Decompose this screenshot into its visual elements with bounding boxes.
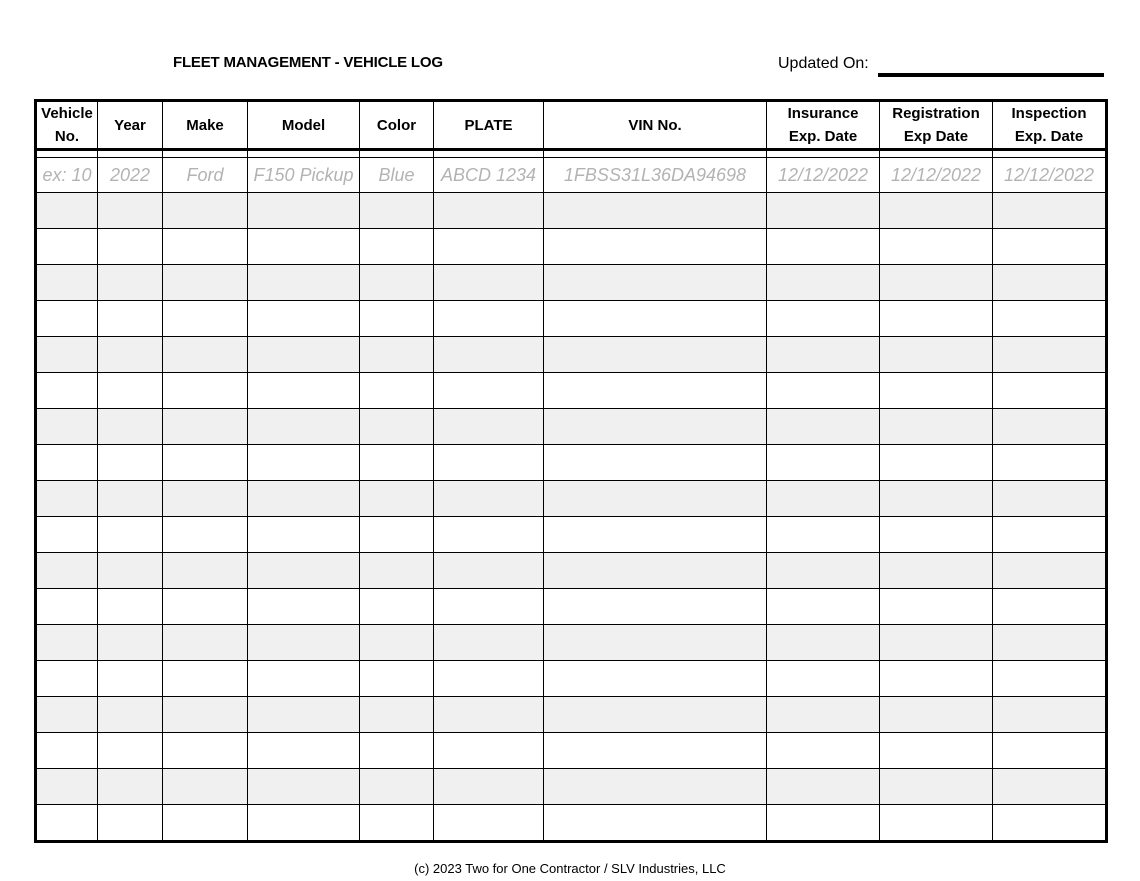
table-cell[interactable] bbox=[360, 697, 434, 733]
table-cell[interactable] bbox=[248, 697, 360, 733]
table-cell[interactable] bbox=[767, 373, 880, 409]
table-cell[interactable] bbox=[163, 553, 248, 589]
table-row bbox=[36, 481, 1107, 517]
table-cell[interactable] bbox=[544, 625, 767, 661]
table-cell[interactable] bbox=[36, 193, 98, 229]
table-cell[interactable] bbox=[248, 481, 360, 517]
table-cell[interactable] bbox=[993, 337, 1107, 373]
table-row bbox=[36, 301, 1107, 337]
example-row bbox=[36, 158, 1107, 193]
table-cell[interactable] bbox=[98, 661, 163, 697]
table-cell[interactable] bbox=[880, 193, 993, 229]
table-cell[interactable] bbox=[98, 373, 163, 409]
table-cell[interactable] bbox=[98, 301, 163, 337]
table-cell[interactable] bbox=[36, 481, 98, 517]
table-cell[interactable] bbox=[36, 337, 98, 373]
table-cell[interactable] bbox=[993, 553, 1107, 589]
table-cell[interactable] bbox=[163, 445, 248, 481]
table-cell[interactable] bbox=[767, 517, 880, 553]
table-row bbox=[36, 265, 1107, 301]
table-cell[interactable] bbox=[98, 265, 163, 301]
table-row bbox=[36, 445, 1107, 481]
table-cell[interactable] bbox=[360, 661, 434, 697]
table-cell[interactable] bbox=[993, 229, 1107, 265]
table-cell[interactable] bbox=[993, 193, 1107, 229]
table-cell[interactable] bbox=[993, 301, 1107, 337]
column-header-model: Model bbox=[248, 101, 360, 150]
table-cell[interactable] bbox=[248, 553, 360, 589]
column-header-insurance-exp: Insurance Exp. Date bbox=[767, 101, 880, 150]
table-cell[interactable] bbox=[767, 265, 880, 301]
table-cell[interactable] bbox=[36, 517, 98, 553]
updated-on-label: Updated On: bbox=[778, 55, 869, 72]
table-cell[interactable] bbox=[98, 229, 163, 265]
example-cell: Blue bbox=[360, 158, 434, 193]
table-cell[interactable] bbox=[880, 769, 993, 805]
table-row bbox=[36, 229, 1107, 265]
table-cell[interactable] bbox=[767, 661, 880, 697]
table-cell[interactable] bbox=[434, 337, 544, 373]
table-cell[interactable] bbox=[36, 301, 98, 337]
table-cell[interactable] bbox=[993, 409, 1107, 445]
table-cell[interactable] bbox=[163, 481, 248, 517]
table-cell[interactable] bbox=[98, 625, 163, 661]
table-cell[interactable] bbox=[248, 805, 360, 842]
table-cell[interactable] bbox=[434, 373, 544, 409]
table-cell[interactable] bbox=[434, 733, 544, 769]
table-cell[interactable] bbox=[248, 265, 360, 301]
table-cell[interactable] bbox=[360, 481, 434, 517]
table-row bbox=[36, 553, 1107, 589]
table-cell[interactable] bbox=[36, 769, 98, 805]
column-header-vehicle-no: Vehicle No. bbox=[36, 101, 98, 150]
table-cell[interactable] bbox=[163, 517, 248, 553]
table-cell[interactable] bbox=[880, 373, 993, 409]
table-cell[interactable] bbox=[248, 589, 360, 625]
table-cell[interactable] bbox=[360, 589, 434, 625]
table-cell[interactable] bbox=[434, 553, 544, 589]
table-cell[interactable] bbox=[544, 553, 767, 589]
table-cell[interactable] bbox=[880, 265, 993, 301]
table-cell[interactable] bbox=[434, 301, 544, 337]
table-cell[interactable] bbox=[544, 409, 767, 445]
example-cell: Ford bbox=[163, 158, 248, 193]
table-cell[interactable] bbox=[993, 661, 1107, 697]
table-row bbox=[36, 589, 1107, 625]
table-cell[interactable] bbox=[767, 769, 880, 805]
table-cell[interactable] bbox=[544, 589, 767, 625]
table-cell[interactable] bbox=[767, 805, 880, 842]
example-cell: F150 Pickup bbox=[248, 158, 360, 193]
table-cell[interactable] bbox=[544, 481, 767, 517]
updated-on-field[interactable] bbox=[878, 73, 1104, 77]
table-cell[interactable] bbox=[434, 697, 544, 733]
table-cell[interactable] bbox=[36, 445, 98, 481]
table-cell[interactable] bbox=[767, 481, 880, 517]
column-header-year: Year bbox=[98, 101, 163, 150]
table-cell[interactable] bbox=[993, 445, 1107, 481]
table-cell[interactable] bbox=[163, 697, 248, 733]
table-cell[interactable] bbox=[163, 589, 248, 625]
table-cell[interactable] bbox=[993, 481, 1107, 517]
header-row bbox=[36, 101, 1107, 150]
table-cell[interactable] bbox=[36, 625, 98, 661]
table-cell[interactable] bbox=[248, 517, 360, 553]
table-cell[interactable] bbox=[36, 805, 98, 842]
table-cell[interactable] bbox=[360, 193, 434, 229]
table-row bbox=[36, 625, 1107, 661]
table-cell[interactable] bbox=[248, 373, 360, 409]
table-cell[interactable] bbox=[434, 805, 544, 842]
table-cell[interactable] bbox=[767, 553, 880, 589]
table-cell[interactable] bbox=[163, 409, 248, 445]
table-cell[interactable] bbox=[163, 805, 248, 842]
table-cell[interactable] bbox=[880, 661, 993, 697]
table-cell[interactable] bbox=[544, 337, 767, 373]
table-cell[interactable] bbox=[434, 445, 544, 481]
table-row bbox=[36, 805, 1107, 842]
table-cell[interactable] bbox=[434, 625, 544, 661]
table-cell[interactable] bbox=[544, 229, 767, 265]
table-cell[interactable] bbox=[434, 517, 544, 553]
example-cell: ex: 10 bbox=[36, 158, 98, 193]
table-cell[interactable] bbox=[880, 409, 993, 445]
table-cell[interactable] bbox=[993, 769, 1107, 805]
table-cell[interactable] bbox=[360, 445, 434, 481]
column-header-color: Color bbox=[360, 101, 434, 150]
table-cell[interactable] bbox=[163, 301, 248, 337]
table-row bbox=[36, 373, 1107, 409]
table-cell[interactable] bbox=[767, 229, 880, 265]
table-cell[interactable] bbox=[36, 661, 98, 697]
table-cell[interactable] bbox=[98, 337, 163, 373]
table-cell[interactable] bbox=[544, 697, 767, 733]
table-cell[interactable] bbox=[767, 409, 880, 445]
example-cell: 12/12/2022 bbox=[993, 158, 1107, 193]
table-cell[interactable] bbox=[544, 301, 767, 337]
table-cell[interactable] bbox=[36, 409, 98, 445]
example-cell: 12/12/2022 bbox=[880, 158, 993, 193]
table-cell[interactable] bbox=[544, 193, 767, 229]
table-row bbox=[36, 193, 1107, 229]
table-cell[interactable] bbox=[434, 193, 544, 229]
table-cell[interactable] bbox=[36, 733, 98, 769]
table-cell[interactable] bbox=[434, 661, 544, 697]
column-header-vin: VIN No. bbox=[544, 101, 767, 150]
header-spacer-row bbox=[36, 150, 1107, 158]
table-cell[interactable] bbox=[434, 589, 544, 625]
table-cell[interactable] bbox=[98, 517, 163, 553]
table-cell[interactable] bbox=[880, 589, 993, 625]
table-cell[interactable] bbox=[98, 697, 163, 733]
table-cell[interactable] bbox=[544, 769, 767, 805]
table-cell[interactable] bbox=[993, 517, 1107, 553]
table-cell[interactable] bbox=[248, 769, 360, 805]
table-cell[interactable] bbox=[434, 229, 544, 265]
table-cell[interactable] bbox=[767, 733, 880, 769]
table-cell[interactable] bbox=[544, 517, 767, 553]
table-cell[interactable] bbox=[880, 625, 993, 661]
example-cell: 1FBSS31L36DA94698 bbox=[544, 158, 767, 193]
table-cell[interactable] bbox=[163, 625, 248, 661]
table-cell[interactable] bbox=[544, 661, 767, 697]
table-cell[interactable] bbox=[163, 733, 248, 769]
table-cell[interactable] bbox=[993, 697, 1107, 733]
copyright-footer: (c) 2023 Two for One Contractor / SLV Industries, LLC bbox=[414, 861, 726, 876]
table-cell[interactable] bbox=[434, 409, 544, 445]
table-cell[interactable] bbox=[434, 769, 544, 805]
table-cell[interactable] bbox=[98, 445, 163, 481]
table-cell[interactable] bbox=[880, 697, 993, 733]
table-cell[interactable] bbox=[360, 337, 434, 373]
table-cell[interactable] bbox=[98, 589, 163, 625]
table-cell[interactable] bbox=[163, 769, 248, 805]
table-cell[interactable] bbox=[248, 733, 360, 769]
table-cell[interactable] bbox=[434, 265, 544, 301]
column-header-make: Make bbox=[163, 101, 248, 150]
table-cell[interactable] bbox=[544, 265, 767, 301]
table-cell[interactable] bbox=[36, 553, 98, 589]
table-row bbox=[36, 661, 1107, 697]
table-cell[interactable] bbox=[36, 265, 98, 301]
table-cell[interactable] bbox=[360, 553, 434, 589]
table-row bbox=[36, 409, 1107, 445]
table-cell[interactable] bbox=[98, 193, 163, 229]
example-cell: 2022 bbox=[98, 158, 163, 193]
table-cell[interactable] bbox=[360, 229, 434, 265]
table-cell[interactable] bbox=[544, 445, 767, 481]
table-cell[interactable] bbox=[36, 589, 98, 625]
table-cell[interactable] bbox=[993, 373, 1107, 409]
table-cell[interactable] bbox=[360, 409, 434, 445]
table-cell[interactable] bbox=[360, 733, 434, 769]
table-cell[interactable] bbox=[98, 805, 163, 842]
table-cell[interactable] bbox=[360, 265, 434, 301]
table-cell[interactable] bbox=[360, 805, 434, 842]
table-row bbox=[36, 769, 1107, 805]
table-cell[interactable] bbox=[248, 445, 360, 481]
table-cell[interactable] bbox=[36, 373, 98, 409]
table-cell[interactable] bbox=[880, 481, 993, 517]
table-cell[interactable] bbox=[993, 733, 1107, 769]
table-cell[interactable] bbox=[544, 733, 767, 769]
table-cell[interactable] bbox=[360, 373, 434, 409]
table-cell[interactable] bbox=[993, 625, 1107, 661]
table-cell[interactable] bbox=[360, 301, 434, 337]
table-cell[interactable] bbox=[993, 265, 1107, 301]
table-row bbox=[36, 733, 1107, 769]
table-cell[interactable] bbox=[434, 481, 544, 517]
table-cell[interactable] bbox=[163, 373, 248, 409]
table-cell[interactable] bbox=[98, 481, 163, 517]
table-cell[interactable] bbox=[360, 517, 434, 553]
table-row bbox=[36, 337, 1107, 373]
page-title: FLEET MANAGEMENT - VEHICLE LOG bbox=[173, 54, 443, 71]
table-cell[interactable] bbox=[544, 805, 767, 842]
table-cell[interactable] bbox=[880, 805, 993, 842]
table-cell[interactable] bbox=[36, 229, 98, 265]
table-cell[interactable] bbox=[163, 661, 248, 697]
column-header-inspection-exp: Inspection Exp. Date bbox=[993, 101, 1107, 150]
table-cell[interactable] bbox=[248, 661, 360, 697]
table-cell[interactable] bbox=[767, 445, 880, 481]
table-cell[interactable] bbox=[248, 337, 360, 373]
table-cell[interactable] bbox=[98, 733, 163, 769]
vehicle-log-table bbox=[34, 99, 1108, 843]
table-cell[interactable] bbox=[767, 625, 880, 661]
example-cell: 12/12/2022 bbox=[767, 158, 880, 193]
table-cell[interactable] bbox=[993, 589, 1107, 625]
table-cell[interactable] bbox=[767, 301, 880, 337]
table-cell[interactable] bbox=[163, 337, 248, 373]
table-cell[interactable] bbox=[163, 193, 248, 229]
table-cell[interactable] bbox=[98, 553, 163, 589]
table-cell[interactable] bbox=[993, 805, 1107, 842]
table-row bbox=[36, 517, 1107, 553]
table-row bbox=[36, 697, 1107, 733]
table-cell[interactable] bbox=[544, 373, 767, 409]
table-cell[interactable] bbox=[248, 229, 360, 265]
table-cell[interactable] bbox=[163, 265, 248, 301]
table-cell[interactable] bbox=[248, 625, 360, 661]
table-cell[interactable] bbox=[98, 769, 163, 805]
table-cell[interactable] bbox=[880, 301, 993, 337]
table-cell[interactable] bbox=[880, 337, 993, 373]
table-cell[interactable] bbox=[767, 697, 880, 733]
table-cell[interactable] bbox=[248, 301, 360, 337]
table-cell[interactable] bbox=[767, 337, 880, 373]
column-header-registration-exp: Registration Exp Date bbox=[880, 101, 993, 150]
table-cell[interactable] bbox=[767, 193, 880, 229]
table-cell[interactable] bbox=[248, 409, 360, 445]
table-cell[interactable] bbox=[163, 229, 248, 265]
table-cell[interactable] bbox=[248, 193, 360, 229]
table-cell[interactable] bbox=[36, 697, 98, 733]
table-cell[interactable] bbox=[767, 589, 880, 625]
table-cell[interactable] bbox=[880, 517, 993, 553]
table-cell[interactable] bbox=[880, 445, 993, 481]
example-cell: ABCD 1234 bbox=[434, 158, 544, 193]
table-cell[interactable] bbox=[880, 553, 993, 589]
table-cell[interactable] bbox=[360, 769, 434, 805]
table-cell[interactable] bbox=[880, 733, 993, 769]
table-cell[interactable] bbox=[880, 229, 993, 265]
table-cell[interactable] bbox=[98, 409, 163, 445]
column-header-plate: PLATE bbox=[434, 101, 544, 150]
table-cell[interactable] bbox=[360, 625, 434, 661]
